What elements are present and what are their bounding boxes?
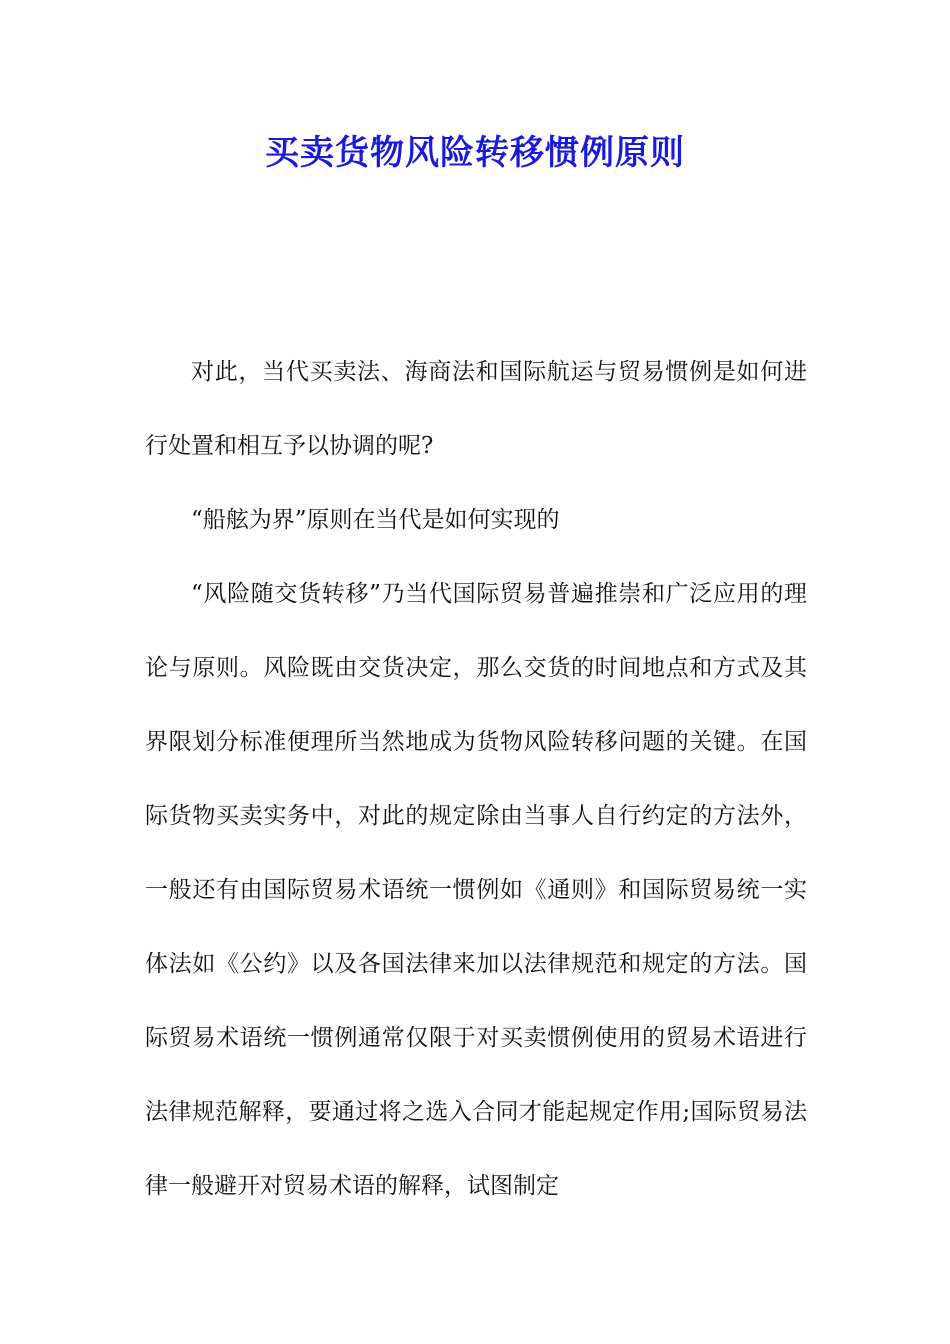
paragraph-2: “船舷为界”原则在当代是如何实现的 [191,507,560,533]
document-body [145,335,807,1223]
paragraph-3: “风险随交货转移”乃当代国际贸易普遍推崇和广泛应用的理论与原则。风险既由交货决定，那么交货的时间地点和方式及其界限划分标准便理所当然地成为货物风险转移问题的关键。在国际货物买卖实务中，对此的规定除由当事人自行约定的方法外，一般还有由国际贸易术语统一惯例如《通则》和国际贸易统一实体法如《公约》以及各国法律来加以法律规范和规定的方法。国际贸易术语统一惯例通常仅限于对买卖惯例使用的贸易术语进行法律规范解释，要通过将之选入合同才能起规定作用;国际贸易法律一般避开对贸易术语的解释，试图制定 [145,581,807,1199]
document-title: 买卖货物风险转移惯例原则 [265,133,685,173]
paragraph-1: 对此，当代买卖法、海商法和国际航运与贸易惯例是如何进行处置和相互予以协调的呢? [145,359,807,459]
